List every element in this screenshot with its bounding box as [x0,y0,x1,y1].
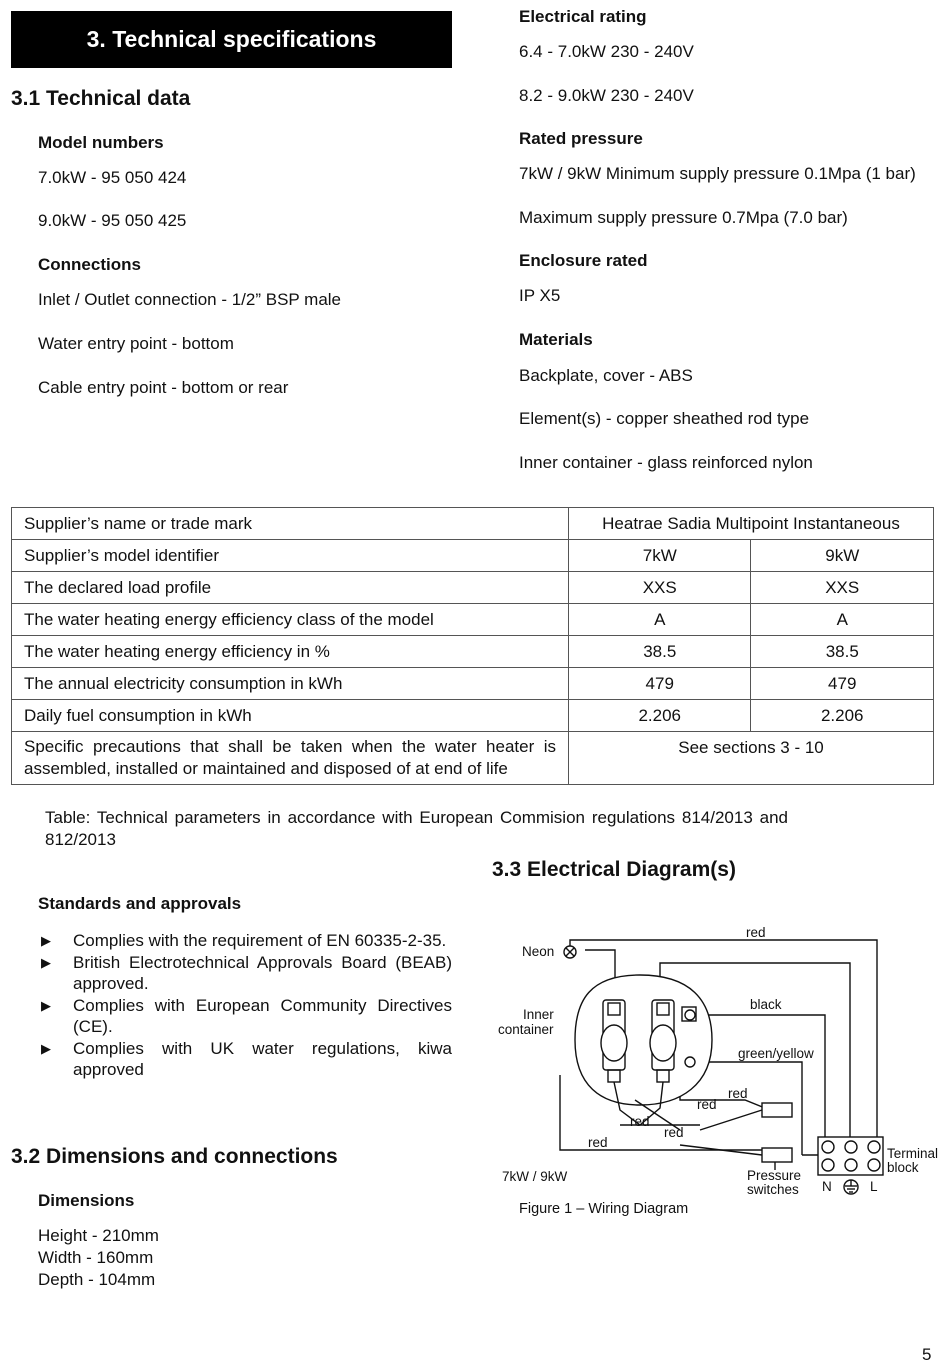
label-neon: Neon [522,944,555,959]
bullet-arrow-icon: ▶ [41,954,51,970]
table-cell-label: The water heating energy efficiency class of the model [12,604,569,636]
bullet-arrow-icon: ▶ [41,933,51,948]
label-pressure: Pressure [747,1168,802,1183]
table-row [12,732,934,785]
table-cell-value: 479 [569,668,751,700]
table-cell-value: Heatrae Sadia Multipoint Instantaneous [569,508,934,540]
table-cell-value: See sections 3 - 10 [569,732,934,785]
erp-parameters-table [11,507,934,785]
enclosure-label: Enclosure rated [519,251,648,270]
page-number: 5 [922,1345,932,1364]
label-neutral: N [822,1179,832,1194]
materials-item: Backplate, cover - ABS [519,366,693,385]
table-cell-label: Daily fuel consumption in kWh [12,700,569,732]
table-row [12,668,934,700]
electrical-diagram-heading: 3.3 Electrical Diagram(s) [492,858,736,881]
label-red: red [588,1135,608,1150]
label-red: red [630,1114,650,1129]
table-cell-label: The declared load profile [12,572,569,604]
enclosure-item: IP X5 [519,286,561,305]
table-cell-value: A [751,604,934,636]
materials-item: Element(s) - copper sheathed rod type [519,409,810,428]
connections-label: Connections [38,255,141,274]
connection-item: Cable entry point - bottom or rear [38,378,289,397]
table-cell-value: XXS [751,572,934,604]
label-switches: switches [747,1182,799,1197]
technical-data-heading: 3.1 Technical data [11,87,191,110]
materials-label: Materials [519,330,593,349]
table-row [12,540,934,572]
list-item: ▶ Complies with European Community Directives (CE). [41,995,452,1036]
label-red: red [664,1125,684,1140]
label-terminal: Terminal [887,1146,939,1161]
table-row [12,572,934,604]
connection-item: Water entry point - bottom [38,334,234,353]
table-cell-label: The annual electricity consumption in kWh [12,668,569,700]
table-cell-value: 2.206 [751,700,934,732]
rated-pressure-item: 7kW / 9kW Minimum supply pressure 0.1Mpa (1 bar) [519,164,916,183]
table-cell-value: A [569,604,751,636]
list-item: ▶ Complies with UK water regulations, kiwa approved [41,1038,452,1079]
label-green-yellow: green/yellow [738,1046,814,1061]
rated-pressure-label: Rated pressure [519,129,643,148]
list-item: ▶ British Electrotechnical Approvals Board (BEAB) approved. [41,952,452,993]
dimension-item: Width - 160mm [38,1248,154,1267]
table-row [12,604,934,636]
table-cell-value: 7kW [569,540,751,572]
table-cell-value: 2.206 [569,700,751,732]
model-numbers-label: Model numbers [38,133,164,152]
label-red: red [746,925,766,940]
electrical-rating-item: 8.2 - 9.0kW 230 - 240V [519,86,694,105]
label-block: block [887,1160,919,1175]
list-item: ▶ Complies with the requirement of EN 60335-2-35. [41,931,447,950]
materials-item: Inner container - glass reinforced nylon [519,453,813,472]
table-row [12,636,934,668]
model-number-item: 9.0kW - 95 050 425 [38,211,187,230]
table-cell-label: Supplier’s name or trade mark [12,508,569,540]
electrical-rating-item: 6.4 - 7.0kW 230 - 240V [519,42,694,61]
section-title-banner: 3. Technical specifications [11,11,452,68]
table-cell-value: 38.5 [751,636,934,668]
table-caption: Table: Technical parameters in accordance with European Commision regulations 814/2013 and 812/2013 [45,808,788,849]
label-red: red [728,1086,748,1101]
dimensions-label: Dimensions [38,1191,135,1210]
label-red: red [697,1097,717,1112]
table-cell-label: Specific precautions that shall be taken when the water heater is assembled, installed or maintained and disposed of at end of life [12,732,569,785]
dimension-item: Depth - 104mm [38,1270,156,1289]
figure-caption: Figure 1 – Wiring Diagram [519,1201,689,1217]
bullet-arrow-icon: ▶ [41,997,51,1013]
table-cell-value: 479 [751,668,934,700]
model-number-item: 7.0kW - 95 050 424 [38,168,187,187]
label-live: L [870,1179,878,1194]
electrical-rating-label: Electrical rating [519,7,647,26]
table-row [12,700,934,732]
label-inner: Inner [523,1007,554,1022]
dimensions-heading: 3.2 Dimensions and connections [11,1145,338,1168]
table-cell-label: Supplier’s model identifier [12,540,569,572]
standards-list [38,930,452,1081]
label-container: container [498,1022,554,1037]
wiring-diagram [480,915,950,1225]
table-row [12,508,934,540]
table-cell-value: XXS [569,572,751,604]
label-model: 7kW / 9kW [502,1169,568,1184]
standards-label: Standards and approvals [38,894,242,913]
table-cell-label: The water heating energy efficiency in % [12,636,569,668]
connection-item: Inlet / Outlet connection - 1/2” BSP male [38,290,342,309]
dimension-item: Height - 210mm [38,1226,159,1245]
rated-pressure-item: Maximum supply pressure 0.7Mpa (7.0 bar) [519,208,848,227]
label-black: black [750,997,782,1012]
table-cell-value: 38.5 [569,636,751,668]
bullet-arrow-icon: ▶ [41,1040,51,1056]
table-cell-value: 9kW [751,540,934,572]
